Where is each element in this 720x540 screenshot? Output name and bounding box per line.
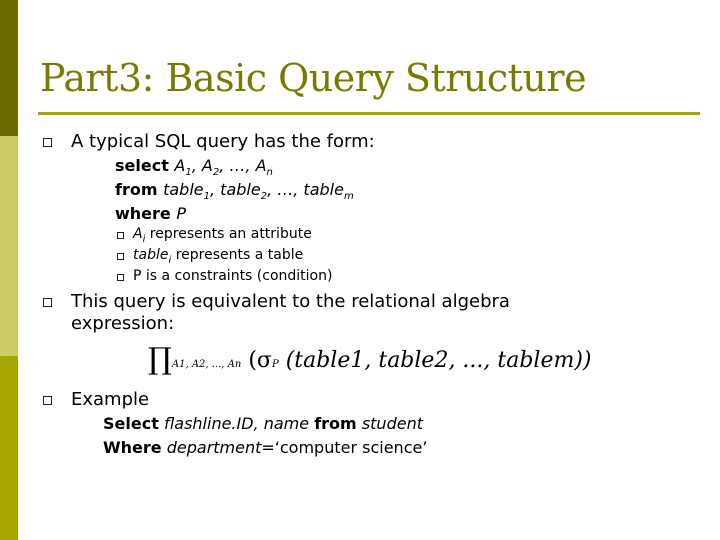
bullet-icon: [43, 138, 52, 147]
slide-title: Part3: Basic Query Structure: [40, 56, 587, 100]
bullet-text-1: A typical SQL query has the form:: [71, 131, 375, 152]
left-decor-bar-olive: [0, 356, 18, 540]
sub-bullet-icon: [117, 274, 124, 281]
sub-bullet-2: [133, 247, 303, 266]
query-select-line: [115, 156, 273, 178]
keyword-select: Select: [103, 414, 159, 433]
subscript: 1: [185, 167, 192, 179]
bullet-text-2-line1: This query is equivalent to the relational algebra: [71, 291, 510, 312]
predicate: P: [176, 204, 186, 223]
selection-symbol: (σ: [248, 348, 272, 373]
example-line-2: [103, 438, 427, 457]
subscript: 2: [212, 167, 220, 179]
example-table: student: [361, 414, 423, 433]
example-attribute: department: [166, 438, 262, 457]
table-name: table: [133, 247, 169, 263]
keyword-where: where: [115, 204, 171, 223]
query-from-line: [115, 180, 354, 202]
bullet-icon: [43, 396, 52, 405]
bullet-text-2-line2: expression:: [71, 313, 175, 334]
keyword-where: Where: [103, 438, 162, 457]
sub-bullet-3: P is a constraints (condition): [133, 268, 333, 284]
table-name: table: [163, 180, 204, 199]
sub-bullet-icon: [117, 253, 124, 260]
subscript: m: [343, 191, 354, 203]
bullet-icon: [43, 298, 52, 307]
keyword-from: from: [314, 414, 357, 433]
attr-a: A: [174, 156, 186, 175]
relational-algebra-formula: [148, 342, 592, 377]
query-where-line: [115, 204, 186, 223]
example-attributes: flashline.ID, name: [163, 414, 310, 433]
subscript: i: [168, 254, 172, 266]
left-decor-bar-light: [0, 136, 18, 356]
attr-a: A: [133, 226, 143, 242]
subscript: i: [142, 233, 146, 245]
attr-a: , …, A: [219, 156, 267, 175]
example-line-1: [103, 414, 423, 433]
sub-bullet-text: represents a table: [171, 247, 304, 263]
attr-a: , A: [191, 156, 213, 175]
example-condition: =‘computer science’: [261, 438, 428, 457]
sub-bullet-1: [133, 226, 312, 245]
formula-body: (table1, table2, ..., tablem)): [285, 348, 592, 373]
sub-bullet-icon: [117, 232, 124, 239]
subscript: 1: [203, 191, 210, 203]
subscript: n: [266, 167, 273, 179]
keyword-from: from: [115, 180, 158, 199]
projection-subscript: A1, A2, ..., An: [171, 359, 242, 370]
bullet-text-3: Example: [71, 389, 150, 410]
table-name: , table: [210, 180, 261, 199]
table-name: , …, table: [267, 180, 344, 199]
title-underline: [38, 112, 700, 115]
selection-subscript: P: [271, 359, 279, 370]
sub-bullet-text: represents an attribute: [145, 226, 312, 242]
subscript: 2: [260, 191, 268, 203]
keyword-select: select: [115, 156, 169, 175]
projection-symbol: ∏: [148, 342, 172, 377]
